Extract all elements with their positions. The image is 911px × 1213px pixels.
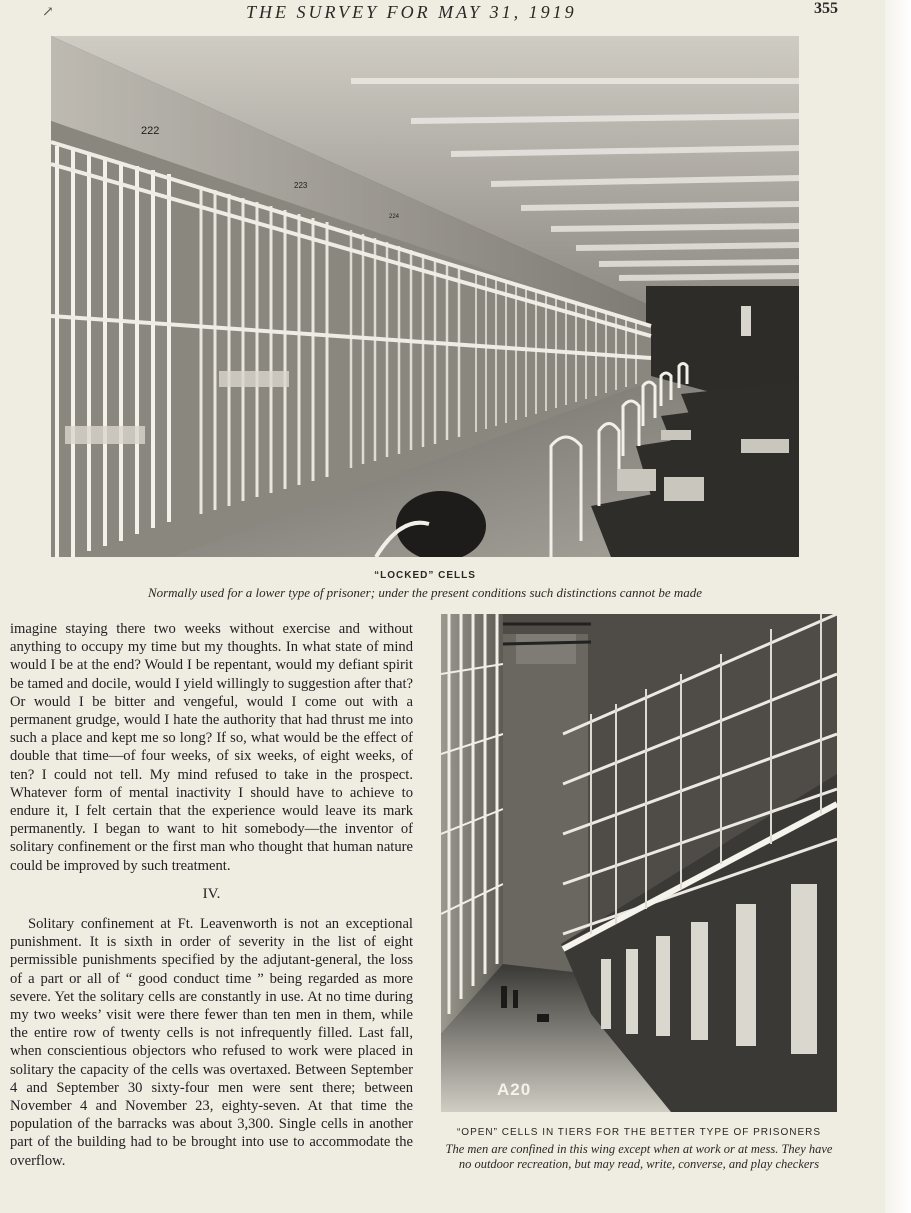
locked-cells-illustration — [51, 36, 799, 557]
locked-cells-photo — [51, 36, 799, 557]
running-head: THE SURVEY FOR MAY 31, 1919 — [246, 2, 577, 22]
page-header — [0, 0, 911, 30]
open-cells-caption — [441, 1127, 837, 1171]
open-cells-photo — [441, 614, 837, 1112]
page-number: 355 — [814, 0, 838, 17]
figure-title: “LOCKED” CELLS — [374, 570, 476, 581]
article-column — [10, 620, 413, 1170]
locked-cells-caption — [51, 570, 799, 600]
article-paragraph: Solitary confinement at Ft. Leavenworth is not an exceptional punishment. It is sixth in order of severity in the list of eight permissible punishments specified by the adjutant-general, the loss of a part or all of “ good conduct time ” being regarded as more severe. Yet the solitary cells are constantly in use. At no time during my two weeks’ visit were there fewer than ten men in them, while the entire row of twenty cells is not infrequently filled. Last fall, when conscientious objectors who refused to work were placed in solitary the capacity of the cells was overtaxed. Between September 4 and September 30 sixty-four men were sent there; between November 4 and November 23, eighty-seven. At that time the population of the barracks was about 3,300. Single cells in another part of the building had to be brought into use to accommodate the overflow. — [10, 916, 413, 1169]
figure-caption: The men are confined in this wing except when at work or at mess. They have no outdoor recreation, but may read, write, converse, and play checkers — [445, 1142, 833, 1171]
open-cells-illustration — [441, 614, 837, 1112]
figure-caption: Normally used for a lower type of prisoner; under the present conditions such distinctions cannot be made — [147, 585, 703, 600]
section-heading: IV. — [202, 885, 221, 902]
figure-title: “OPEN” CELLS IN TIERS FOR THE BETTER TYPE OF PRISONERS — [456, 1127, 822, 1138]
cell-number-label: 222 — [141, 125, 160, 137]
article-paragraph: imagine staying there two weeks without exercise and without anything to occupy my time but my thoughts. In what state of mind would I be at the end? Would I be repentant, would my defiant spirit be tamed and docile, would I yield willingly to suggestion after that? Or would I be bitter and vengeful, would I come out with a permanent grudge, would I hate the authority that had thrust me into such a place and kept me so long? If so, what would be the effect of double that time—of four weeks, of six weeks, of eight weeks, of ten? I could not tell. My mind refused to take in the prospect. Whatever form of mental inactivity I should have to achieve to endure it, I felt certain that the experience would leave its mark permanently. I began to want to hit somebody—the inventor of solitary confinement or the first man who thought that human nature could be improved by such treatment. — [10, 621, 413, 874]
cell-number-label: 223 — [294, 181, 308, 190]
cell-number-label: 224 — [389, 214, 400, 220]
pencil-mark-icon: ↗ — [42, 5, 54, 20]
film-mark: A20 — [497, 1080, 532, 1099]
